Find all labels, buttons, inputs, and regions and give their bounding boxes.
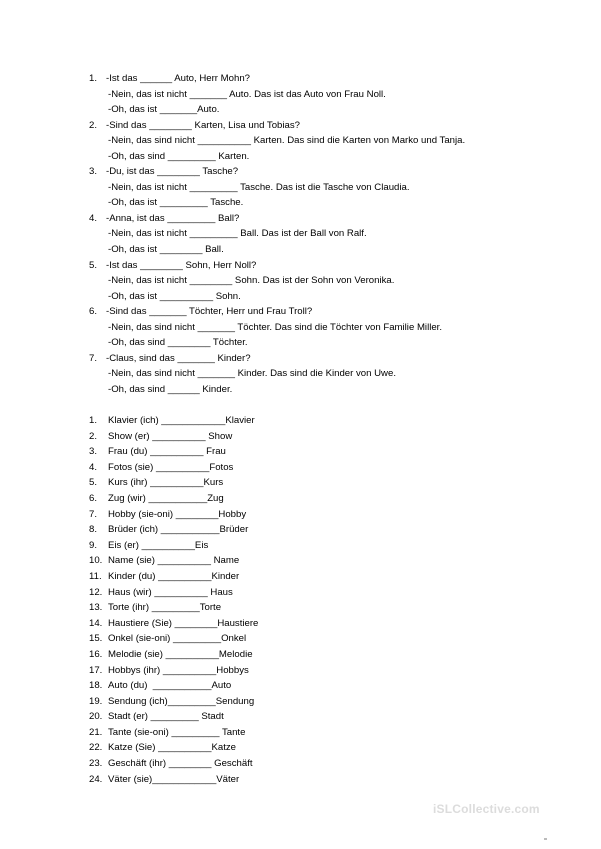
item-number: 1.: [89, 415, 98, 426]
item-number: 9.: [89, 539, 98, 551]
item-text: Onkel (sie-oni) _________Onkel: [108, 633, 247, 645]
dialogue-line: [0, 71, 601, 87]
item-number: 17.: [89, 664, 103, 676]
dialogue-line: [0, 289, 601, 305]
item-text: Haus (wir) __________ Haus: [108, 586, 233, 598]
item-text: Auto (du) ___________Auto: [108, 680, 232, 692]
dialogue-line: [0, 133, 601, 149]
item-text: Kinder (du) __________Kinder: [108, 570, 240, 582]
list-item: [0, 725, 601, 741]
dialogue-text: -Nein, das sind nicht _______ Töchter. Das sind die Töchter von Familie Miller.: [108, 321, 442, 333]
list-item: [0, 429, 601, 445]
dialogue-line: [0, 320, 601, 336]
dialogue-line: [0, 87, 601, 103]
list-item: [0, 507, 601, 523]
dialogue-line: [0, 335, 601, 351]
page-mark: [544, 838, 547, 840]
list-item: [0, 631, 601, 647]
item-text: Zug (wir) ___________Zug: [108, 492, 224, 504]
dialogue-text: -Oh, das sind _________ Karten.: [108, 150, 250, 162]
item-number: 24.: [89, 773, 103, 785]
item-text: Katze (Sie) __________Katze: [108, 742, 237, 754]
item-number: 6.: [89, 492, 98, 504]
item-number: 7.: [89, 352, 98, 364]
dialogue-line: [0, 273, 601, 289]
item-text: Melodie (sie) __________Melodie: [108, 648, 253, 660]
dialogue-text: -Anna, ist das _________ Ball?: [106, 212, 240, 224]
item-text: Sendung (ich)_________Sendung: [108, 695, 255, 707]
item-text: Name (sie) __________ Name: [108, 555, 240, 567]
item-text: Frau (du) __________ Frau: [108, 446, 226, 458]
item-text: Show (er) __________ Show: [108, 430, 233, 442]
exercise-1-dialogues: [0, 71, 601, 397]
list-item: [0, 553, 601, 569]
list-item: [0, 678, 601, 694]
list-item: [0, 538, 601, 554]
item-text: Torte (ihr) _________Torte: [108, 602, 222, 614]
dialogue-line: [0, 180, 601, 196]
exercise-2-list: [0, 413, 601, 787]
dialogue-line: [0, 211, 601, 227]
list-item: [0, 772, 601, 788]
dialogue-line: [0, 366, 601, 382]
dialogue-text: -Oh, das ist __________ Sohn.: [108, 290, 241, 302]
item-number: 2.: [89, 119, 98, 131]
item-number: 1.: [89, 73, 98, 84]
list-item: [0, 694, 601, 710]
dialogue-text: -Oh, das ist ________ Ball.: [108, 244, 224, 256]
list-item: [0, 585, 601, 601]
item-number: 4.: [89, 212, 98, 224]
item-text: Tante (sie-oni) _________ Tante: [108, 726, 246, 738]
dialogue-line: [0, 242, 601, 258]
item-number: 2.: [89, 430, 98, 442]
dialogue-line: [0, 304, 601, 320]
list-item: [0, 522, 601, 538]
dialogue-text: -Du, ist das ________ Tasche?: [106, 166, 239, 178]
list-item: [0, 647, 601, 663]
item-number: 4.: [89, 461, 98, 473]
dialogue-text: -Oh, das sind ________ Töchter.: [108, 337, 248, 349]
dialogue-line: [0, 149, 601, 165]
item-number: 5.: [89, 477, 98, 489]
item-number: 22.: [89, 742, 103, 754]
dialogue-line: [0, 164, 601, 180]
item-number: 3.: [89, 446, 98, 458]
dialogue-line: [0, 258, 601, 274]
dialogue-line: [0, 351, 601, 367]
dialogue-text: -Sind das _______ Töchter, Herr und Frau Troll?: [106, 306, 313, 318]
dialogue-text: -Ist das ________ Sohn, Herr Noll?: [106, 259, 257, 271]
list-item: [0, 444, 601, 460]
item-text: Geschäft (ihr) ________ Geschäft: [108, 758, 253, 770]
dialogue-text: -Nein, das ist nicht _______ Auto. Das ist das Auto von Frau Noll.: [108, 88, 386, 100]
list-item: [0, 569, 601, 585]
dialogue-line: [0, 102, 601, 118]
item-text: Fotos (sie) __________Fotos: [108, 461, 234, 473]
item-text: Haustiere (Sie) ________Haustiere: [108, 617, 259, 629]
dialogue-line: [0, 382, 601, 398]
item-number: 20.: [89, 711, 103, 723]
item-number: 12.: [89, 586, 103, 598]
item-number: 8.: [89, 524, 98, 536]
item-text: Hobbys (ihr) __________Hobbys: [108, 664, 249, 676]
item-text: Brüder (ich) ___________Brüder: [108, 524, 249, 536]
list-item: [0, 756, 601, 772]
dialogue-text: -Ist das ______ Auto, Herr Mohn?: [106, 73, 250, 84]
dialogue-text: -Claus, sind das _______ Kinder?: [106, 352, 251, 364]
list-item: [0, 413, 601, 429]
item-number: 7.: [89, 508, 98, 520]
dialogue-line: [0, 118, 601, 134]
dialogue-text: -Nein, das ist nicht _________ Tasche. Das ist die Tasche von Claudia.: [108, 181, 410, 193]
list-item: [0, 663, 601, 679]
item-number: 10.: [89, 555, 103, 567]
item-text: Hobby (sie-oni) ________Hobby: [108, 508, 247, 520]
item-number: 18.: [89, 680, 103, 692]
dialogue-text: -Nein, das sind nicht _______ Kinder. Das sind die Kinder von Uwe.: [108, 368, 396, 380]
item-number: 3.: [89, 166, 98, 178]
item-number: 6.: [89, 306, 98, 318]
item-number: 16.: [89, 648, 103, 660]
item-number: 13.: [89, 602, 103, 614]
dialogue-line: [0, 195, 601, 211]
item-text: Stadt (er) _________ Stadt: [108, 711, 224, 723]
item-number: 23.: [89, 758, 103, 770]
item-text: Klavier (ich) ____________Klavier: [108, 415, 255, 426]
list-item: [0, 600, 601, 616]
list-item: [0, 616, 601, 632]
item-number: 11.: [89, 570, 102, 582]
item-number: 15.: [89, 633, 103, 645]
item-text: Eis (er) __________Eis: [108, 539, 209, 551]
dialogue-text: -Nein, das ist nicht _________ Ball. Das ist der Ball von Ralf.: [108, 228, 367, 240]
item-text: Väter (sie)____________Väter: [108, 773, 240, 785]
item-text: Kurs (ihr) __________Kurs: [108, 477, 224, 489]
item-number: 14.: [89, 617, 103, 629]
list-item: [0, 491, 601, 507]
dialogue-text: -Sind das ________ Karten, Lisa und Tobias?: [106, 119, 300, 131]
dialogue-line: [0, 226, 601, 242]
list-item: [0, 740, 601, 756]
item-number: 5.: [89, 259, 98, 271]
dialogue-text: -Nein, das ist nicht ________ Sohn. Das ist der Sohn von Veronika.: [108, 275, 395, 287]
dialogue-text: -Nein, das sind nicht __________ Karten. Das sind die Karten von Marko und Tanja.: [108, 135, 466, 147]
item-number: 19.: [89, 695, 103, 707]
list-item: [0, 460, 601, 476]
list-item: [0, 475, 601, 491]
dialogue-text: -Oh, das ist _______Auto.: [108, 104, 220, 116]
dialogue-text: -Oh, das sind ______ Kinder.: [108, 383, 233, 395]
watermark: iSLCollective.com: [433, 802, 540, 816]
list-item: [0, 709, 601, 725]
dialogue-text: -Oh, das ist _________ Tasche.: [108, 197, 244, 209]
item-number: 21.: [89, 726, 103, 738]
